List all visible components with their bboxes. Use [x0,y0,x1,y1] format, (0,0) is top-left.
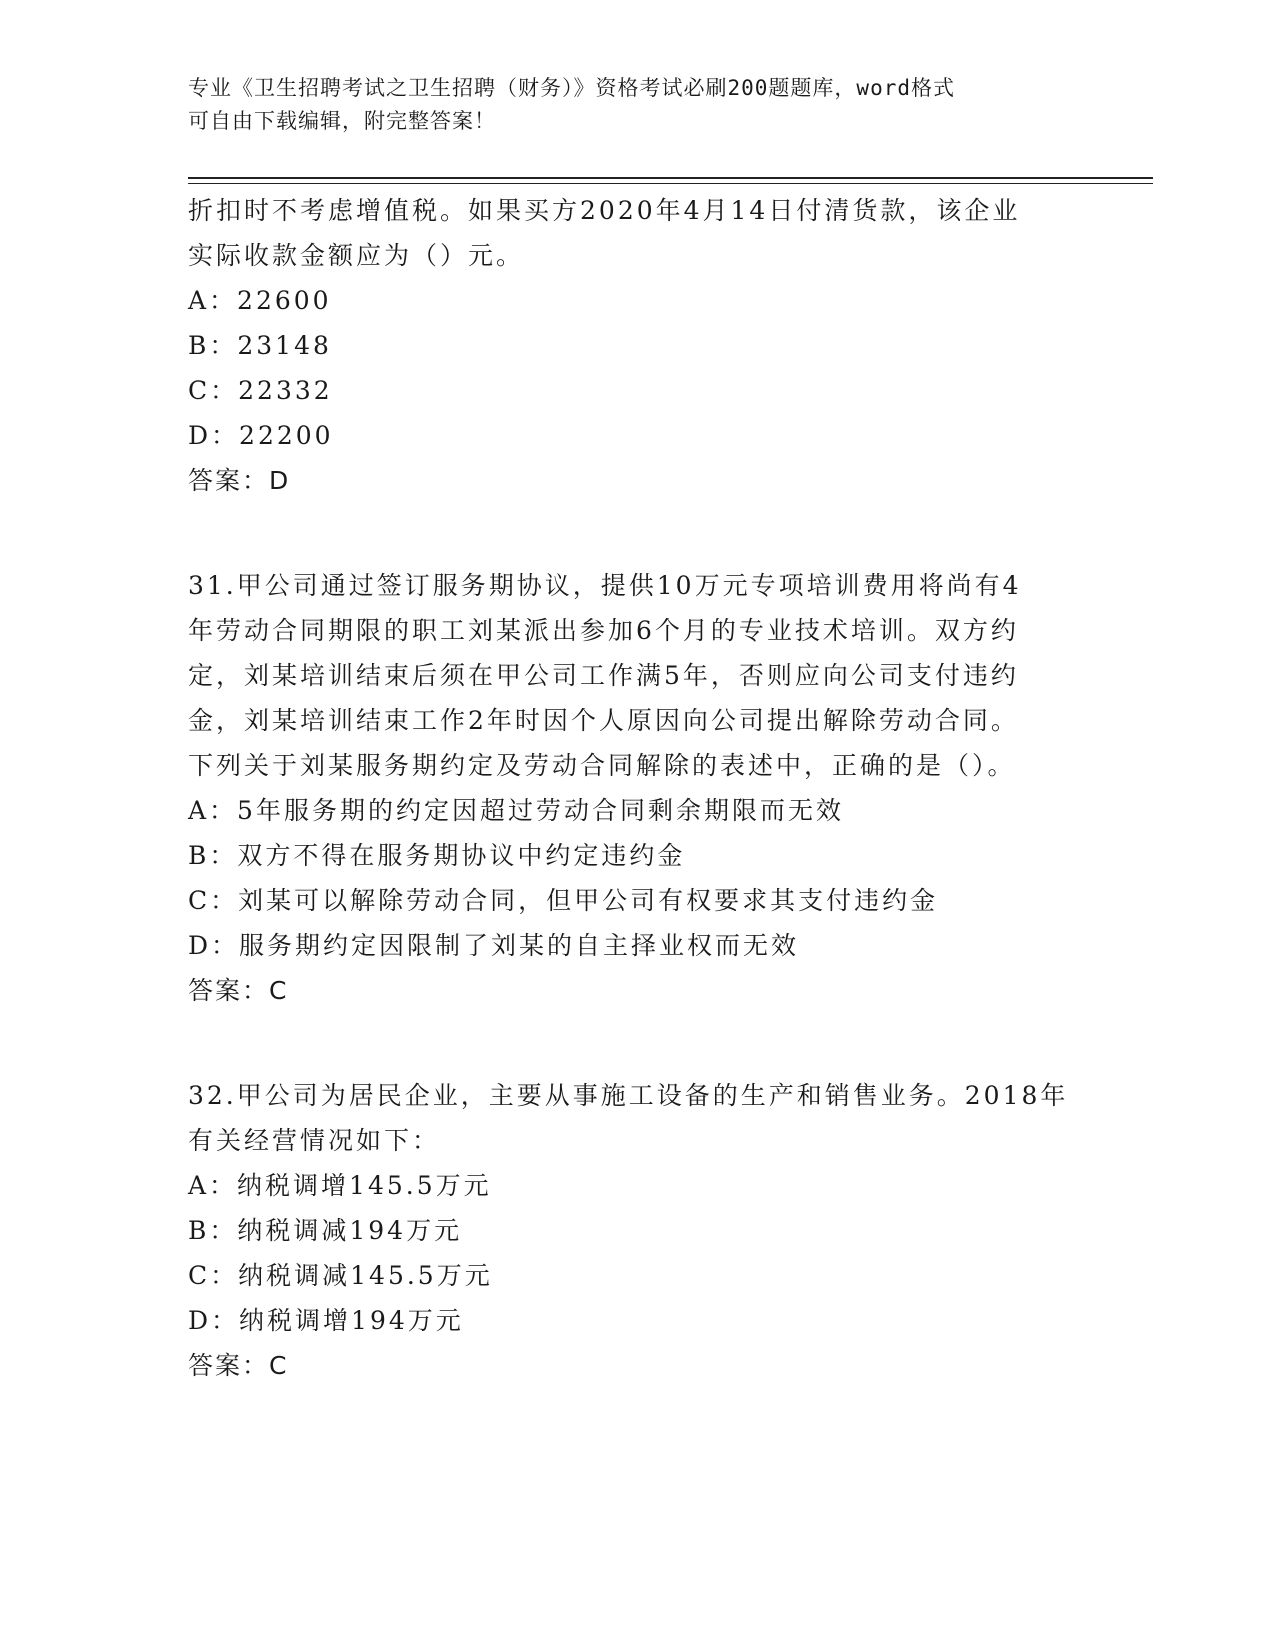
header-title-line-2: 可自由下载编辑，附完整答案！ [188,109,496,133]
answer-line [188,458,1088,503]
answer-label: 答案： [188,466,270,495]
question-stem-line: 金，刘某培训结束工作2年时因个人原因向公司提出解除劳动合同。 [188,706,1019,735]
option-c: C：纳税调减145.5万元 [188,1261,493,1290]
answer-line [188,1343,1088,1388]
answer-value: C [269,1351,289,1380]
question-stem-line: 定，刘某培训结束后须在甲公司工作满5年，否则应向公司支付违约 [188,661,1019,690]
header-rule-thin [188,183,1153,184]
question-stem-line: 年劳动合同期限的职工刘某派出参加6个月的专业技术培训。双方约 [188,616,1019,645]
question-31 [188,563,1088,1013]
option-a: A：纳税调增145.5万元 [188,1171,492,1200]
header-rule-thick [188,177,1153,179]
question-stem-line: 32.甲公司为居民企业，主要从事施工设备的生产和销售业务。2018年 [188,1081,1069,1110]
question-32 [188,1073,1088,1388]
answer-value: C [269,976,289,1005]
header-title-line-1: 专业《卫生招聘考试之卫生招聘（财务）》资格考试必刷200题题库，word格式 [188,76,955,100]
answer-label: 答案： [188,976,270,1005]
option-c: C：刘某可以解除劳动合同，但甲公司有权要求其支付违约金 [188,886,939,915]
option-b: B：双方不得在服务期协议中约定违约金 [188,841,686,870]
question-stem-line: 有关经营情况如下： [188,1126,441,1155]
question-stem-line: 实际收款金额应为（）元。 [188,241,525,270]
question-30 [188,188,1088,503]
option-a: A：22600 [188,286,332,315]
option-d: D：22200 [188,421,334,450]
answer-value: D [269,466,291,495]
answer-line [188,968,1088,1013]
document-body [188,188,1088,1388]
option-d: D：纳税调增194万元 [188,1306,464,1335]
option-d: D：服务期约定因限制了刘某的自主择业权而无效 [188,931,800,960]
document-header [188,72,1068,138]
question-stem-line: 31.甲公司通过签订服务期协议，提供10万元专项培训费用将尚有4 [188,571,1022,600]
question-stem-line: 下列关于刘某服务期约定及劳动合同解除的表述中，正确的是（）。 [188,751,1016,780]
option-b: B：纳税调减194万元 [188,1216,463,1245]
option-c: C：22332 [188,376,333,405]
answer-label: 答案： [188,1351,270,1380]
option-a: A：5年服务期的约定因超过劳动合同剩余期限而无效 [188,796,844,825]
question-stem-line: 折扣时不考虑增值税。如果买方2020年4月14日付清货款，该企业 [188,196,1021,225]
option-b: B：23148 [188,331,332,360]
